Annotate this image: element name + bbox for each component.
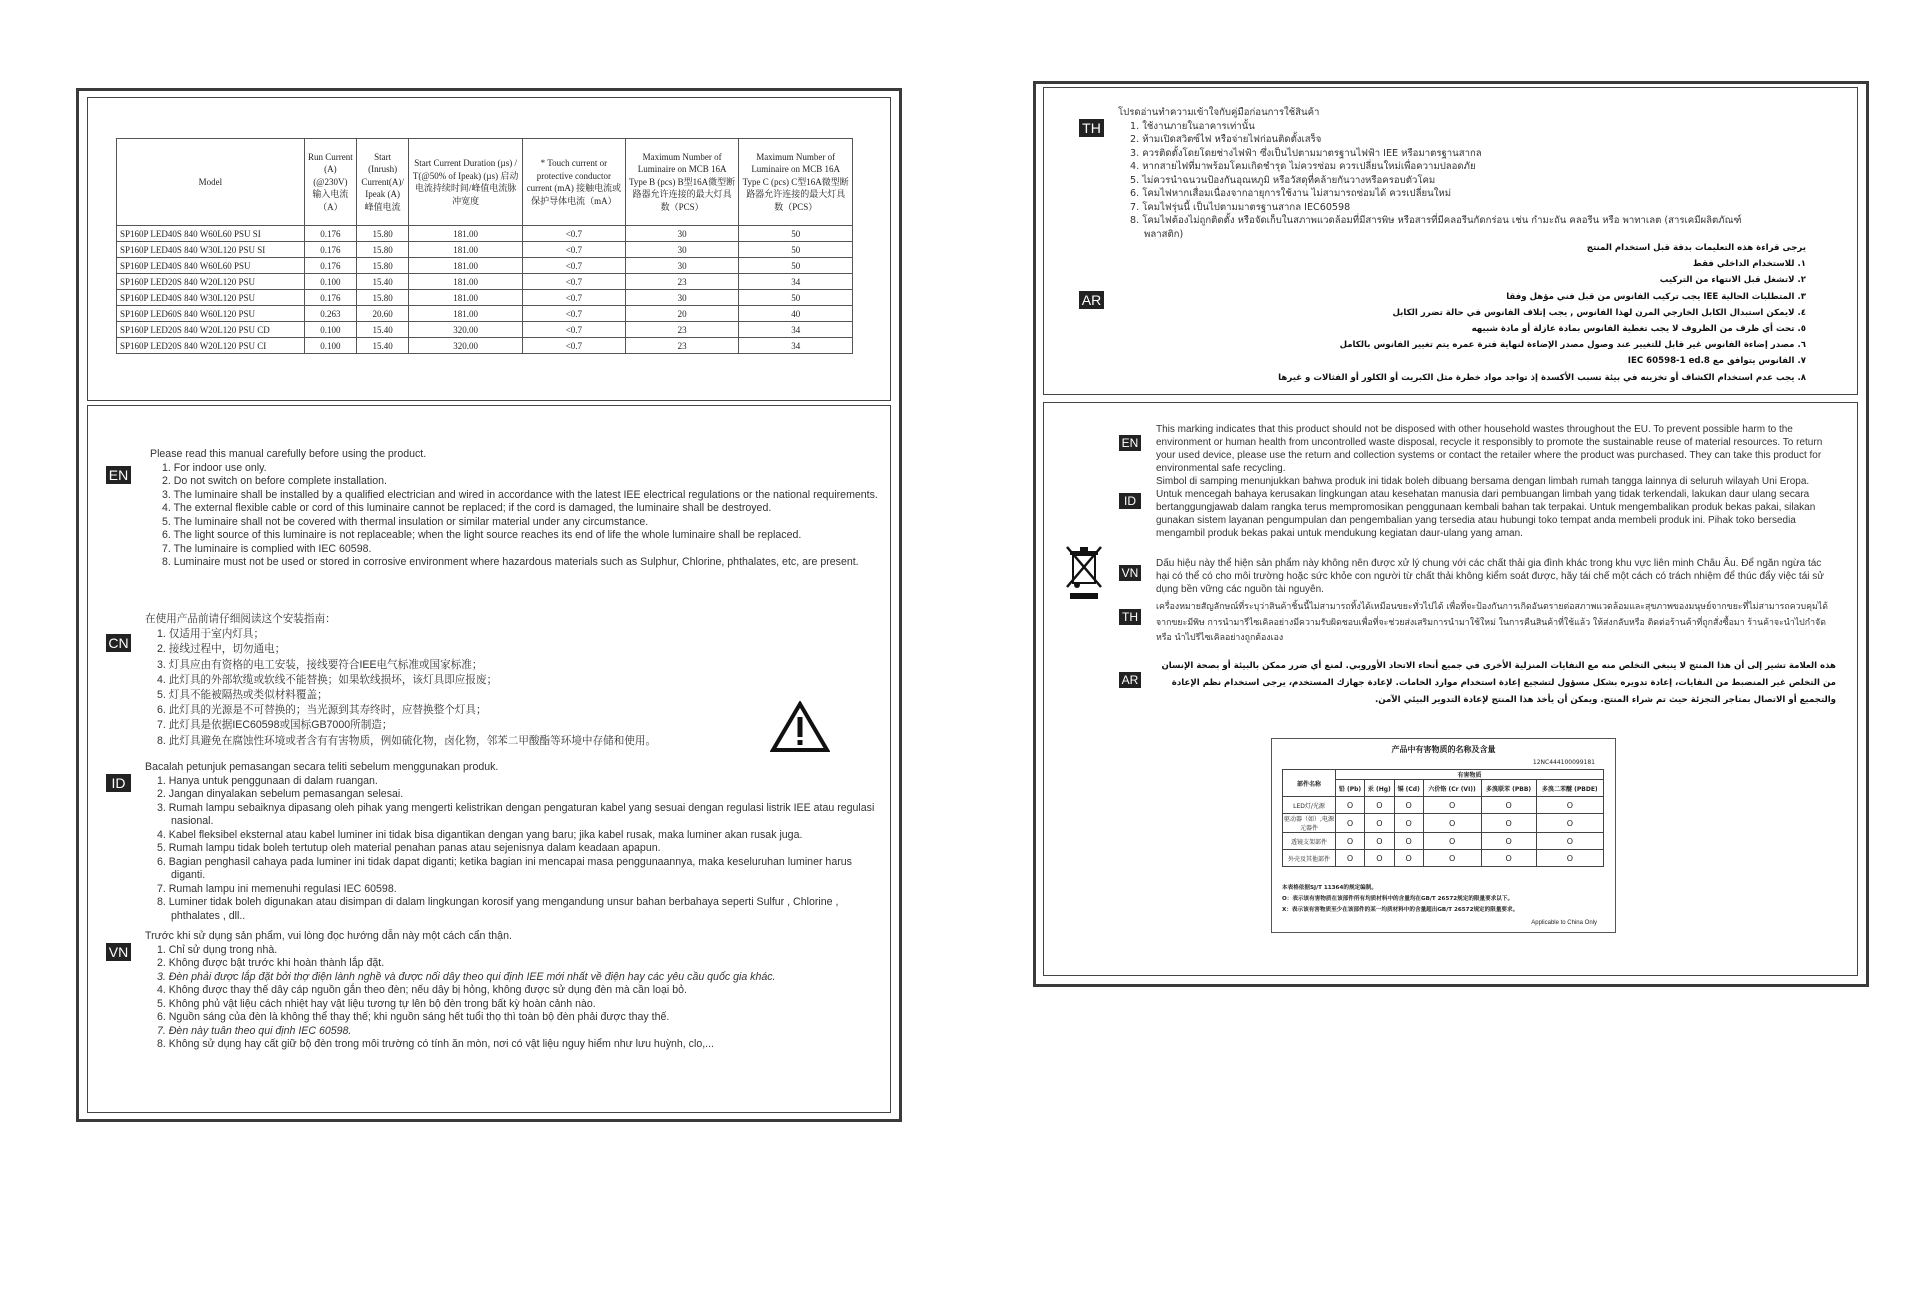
lang-badge-cn: CN (106, 634, 131, 652)
spec-cell-model: SP160P LED40S 840 W60L60 PSU (117, 258, 305, 274)
spec-cell: 0.176 (304, 290, 356, 306)
instruction-line: 5. 灯具不能被隔热或类似材料覆盖； (157, 689, 328, 702)
spec-cell: 23 (625, 274, 739, 290)
spec-cell: <0.7 (522, 322, 625, 338)
vn-instructions (145, 930, 885, 1052)
spec-header-0: Model (117, 139, 305, 226)
instruction-line: 1. Hanya untuk penggunaan di dalam ruangan. (157, 774, 378, 787)
warning-triangle-icon (770, 701, 830, 753)
spec-cell: 15.80 (356, 226, 409, 242)
hazard-col-part: 部件名称 (1283, 770, 1336, 797)
instruction-line: 8. โคมไฟต้องไม่ถูกติดตั้ง หรือจัดเก็บในสภาพแวดล้อมที่มีสารพิษ หรือสารที่มีคลอรีนกัดกร่อน เช่น กำมะถัน คลอรีน หรือ พาทาเลต (สารเคมีผลิตภัณฑ์พลาสติก) (1130, 215, 1742, 240)
spec-cell: 0.263 (304, 306, 356, 322)
spec-cell: 20.60 (356, 306, 409, 322)
spec-cell: 30 (625, 226, 739, 242)
spec-cell: 15.80 (356, 290, 409, 306)
spec-cell: 181.00 (409, 306, 523, 322)
th-instructions (1118, 106, 1758, 241)
spec-header-4: * Touch current or protective conductor current (mA) 接触电流或保护导体电流（mA） (522, 139, 625, 226)
hazard-note-2: O：表示该有害物质在该部件所有均质材料中的含量均在GB/T 26572规定的限量要求以下。 (1282, 896, 1514, 902)
weee-en-text: This marking indicates that this product should not be disposed with other household wastes throughout the EU. To prevent possible harm to the environment or human health from uncontrolled waste disposal, recycle it responsibly to promote the sustainable reuse of material resources. To return your used device, please use the return and collection systems or contact the retailer where the product was purchased. They can take this product for environmental safe recycling. (1156, 424, 1823, 474)
instruction-line: 6. 此灯具的光源是不可替换的；当光源到其寿终时，应替换整个灯具； (157, 704, 487, 717)
spec-cell: 181.00 (409, 242, 523, 258)
instruction-line: 在使用产品前请仔细阅读这个安装指南： (145, 613, 336, 625)
spec-cell-model: SP160P LED40S 840 W60L60 PSU SI (117, 226, 305, 242)
spec-row (117, 258, 853, 274)
instruction-line: Trước khi sử dụng sản phẩm, vui lòng đọc hướng dẫn này một cách cẩn thận. (145, 930, 512, 942)
spec-cell: 0.176 (304, 242, 356, 258)
spec-cell: 34 (739, 322, 853, 338)
spec-cell: 320.00 (409, 322, 523, 338)
instruction-line: ٥. تحت أي ظرف من الظروف لا يجب تغطية الفانوس بمادة عازلة أو مادة شبيهه (1471, 324, 1806, 335)
hazard-row (1283, 850, 1604, 867)
hazard-table-box (1271, 738, 1616, 933)
hazard-cell: O (1394, 814, 1423, 833)
instruction-line: 7. โคมไฟรุ่นนี้ เป็นไปตามมาตรฐานสากล IEC60598 (1130, 201, 1351, 213)
hazard-cell: O (1423, 797, 1481, 814)
spec-cell: 181.00 (409, 258, 523, 274)
hazard-cell: O (1481, 850, 1536, 867)
instruction-line: 3. ควรติดตั้งโดยโดยช่างไฟฟ้า ซึ่งเป็นไปตามมาตรฐานไฟฟ้า IEE หรือมาตรฐานสากล (1130, 147, 1482, 159)
instruction-line: 4. Không được thay thế dây cáp nguồn gắn theo đèn; nếu dây bị hỏng, không được sử dụng đèn mà cần loại bỏ. (157, 984, 687, 996)
lang-badge-en-weee: EN (1119, 435, 1141, 451)
hazard-cell: O (1536, 833, 1603, 850)
en-instructions (150, 448, 885, 570)
spec-cell-model: SP160P LED20S 840 W20L120 PSU CD (117, 322, 305, 338)
instruction-line: 2. 接线过程中，切勿通电； (157, 643, 286, 656)
instruction-line: 5. Không phủ vật liệu cách nhiệt hay vật liệu tương tự lên bộ đèn trong bất kỳ hoàn cảnh nào. (157, 997, 596, 1010)
hazard-col-2: 镉 (Cd) (1394, 780, 1423, 797)
spec-cell: 181.00 (409, 226, 523, 242)
instruction-line: โปรดอ่านทำความเข้าใจกับคู่มือก่อนการใช้สินค้า (1118, 107, 1320, 118)
spec-cell: <0.7 (522, 274, 625, 290)
instruction-line: ٤. لايمكن استبدال الكابل الخارجي المرن لهذا الفانوس , يجب إتلاف الفانوس في حالة تضرر الكابل (1392, 307, 1806, 318)
spec-cell: 34 (739, 338, 853, 354)
spec-cell: <0.7 (522, 338, 625, 354)
instruction-line: 5. ไม่ควรนำฉนวนป้องกันอุณหภูมิ หรือวัสดุที่คล้ายกันวางหรือครอบตัวโคม (1130, 174, 1436, 186)
instruction-line: ٣. المتطلبات الحالية IEE يجب تركيب الفانوس من قبل فني مؤهل وفقا (1506, 291, 1806, 302)
id-instructions (145, 761, 885, 923)
instruction-line: 3. Rumah lampu sebaiknya dipasang oleh pihak yang mengerti kelistrikan dengan pengaturan kabel yang sesuai dengan regulasi listrik IEE atau regulasi nasional. (157, 801, 875, 827)
hazard-col-group: 有害物质 (1336, 770, 1604, 780)
spec-cell: 30 (625, 242, 739, 258)
hazard-part-name: 外壳及其他部件 (1283, 850, 1336, 867)
hazard-note-1: 本表格依据SJ/T 11364的规定编制。 (1282, 885, 1377, 891)
spec-cell-model: SP160P LED20S 840 W20L120 PSU CI (117, 338, 305, 354)
spec-cell: 15.80 (356, 258, 409, 274)
spec-cell: 30 (625, 290, 739, 306)
hazard-cell: O (1365, 797, 1395, 814)
spec-cell: <0.7 (522, 290, 625, 306)
instruction-line: Bacalah petunjuk pemasangan secara teliti sebelum menggunakan produk. (145, 761, 499, 773)
hazard-cell: O (1336, 814, 1365, 833)
weee-vn-text: Dấu hiệu này thể hiện sản phẩm này không nên được xử lý chung với các chất thải gia đình khác trong khu vực liên minh Châu Âu. Để ngăn ngừa tác hại có thể có cho môi trường hoặc sức khỏe con người từ chất thải không kiểm soát được, hãy tái chế một cách có trách nhiệm để thúc đẩy việc tái sử dụng bền vững các nguồn tài nguyên. (1156, 558, 1824, 595)
spec-row (117, 322, 853, 338)
hazard-part-name: 透镜支架部件 (1283, 833, 1336, 850)
th-ar-panel (1043, 87, 1858, 395)
ar-instructions (1274, 240, 1806, 386)
spec-cell: 0.100 (304, 322, 356, 338)
instruction-line: 6. โคมไฟหากเสื่อมเนื่องจากอายุการใช้งาน ไม่สามารถซ่อมได้ ควรเปลี่ยนใหม่ (1130, 188, 1452, 199)
spec-cell: 0.176 (304, 226, 356, 242)
instruction-line: 5. The luminaire shall not be covered with thermal insulation or similar material under any circumstance. (162, 515, 649, 528)
weee-panel (1043, 402, 1858, 976)
spec-cell: 23 (625, 322, 739, 338)
instruction-line: 1. For indoor use only. (162, 461, 267, 474)
spec-cell: 0.176 (304, 258, 356, 274)
instruction-line: 1. 仅适用于室内灯具； (157, 628, 265, 641)
hazard-row (1283, 814, 1604, 833)
lang-badge-vn: VN (106, 943, 131, 961)
lang-badge-en: EN (106, 466, 131, 484)
spec-cell: 15.40 (356, 274, 409, 290)
instruction-line: 6. Nguồn sáng của đèn là không thể thay thế; khi nguồn sáng hết tuổi thọ thì toàn bộ đèn phải được thay thế. (157, 1011, 670, 1023)
spec-cell-model: SP160P LED60S 840 W60L120 PSU (117, 306, 305, 322)
spec-cell-model: SP160P LED20S 840 W20L120 PSU (117, 274, 305, 290)
instruction-line: ١. للاستخدام الداخلي فقط (1692, 259, 1806, 270)
spec-cell: <0.7 (522, 258, 625, 274)
spec-row (117, 242, 853, 258)
instruction-line: 7. 此灯具是依据IEC60598或国标GB7000所制造； (157, 719, 393, 732)
instruction-line: 7. The luminaire is complied with IEC 60598. (162, 542, 372, 555)
hazard-cell: O (1365, 814, 1395, 833)
weee-ar-text: هذه العلامة تشير إلى أن هذا المنتج لا ينبغي التخلص منه مع النفايات المنزلية الأخرى في جميع أنحاء الاتحاد الأوروبي. لمنع أي ضرر ممكن بالبيئة أو بصحة الإنسان من التخلص غير المنضبط من النفايات، إعادة تدويره بشكل مسؤول لتشجيع إعادة استخدام موارد الخامات. لإعادة جهازك المستخدم، يرجى استخدام نظم الإعادة والتجميع أو الاتصال بمتاجر التجزئة حيث تم شراء المنتج. ويمكن أن يأخذ هذا المنتج لإعادة التدوير البيئي الآمن. (1161, 661, 1836, 705)
spec-cell: 50 (739, 226, 853, 242)
spec-cell: 50 (739, 258, 853, 274)
spec-cell: 15.40 (356, 322, 409, 338)
spec-cell: <0.7 (522, 306, 625, 322)
instruction-line: 2. Jangan dinyalakan sebelum pemasangan selesai. (157, 788, 404, 800)
hazard-col-3: 六价铬 (Cr (VI)) (1423, 780, 1481, 797)
hazard-cell: O (1423, 833, 1481, 850)
instruction-line: 7. Đèn này tuân theo qui định IEC 60598. (157, 1024, 352, 1037)
hazard-cell: O (1394, 833, 1423, 850)
spec-table-header (117, 139, 853, 226)
spec-cell: 40 (739, 306, 853, 322)
hazard-note-3: X：表示该有害物质至少在该部件的某一均质材料中的含量超出GB/T 26572规定的限量要求。 (1282, 907, 1519, 913)
instruction-line: 3. Đèn phải được lắp đặt bởi thợ điện lành nghề và được nối dây theo qui định IEE mới nhất về điện hay các yêu cầu quốc gia khác. (157, 970, 776, 983)
spec-cell-model: SP160P LED40S 840 W30L120 PSU (117, 290, 305, 306)
hazard-cell: O (1365, 850, 1395, 867)
hazard-footer: Applicable to China Only (1531, 920, 1597, 926)
hazard-part-name: LED灯/光源 (1283, 797, 1336, 814)
instruction-line: ٢. لاتشغل قبل الانتهاء من التركيب (1659, 275, 1806, 286)
spec-cell: 50 (739, 290, 853, 306)
hazard-row (1283, 797, 1604, 814)
lang-badge-ar-weee: AR (1119, 672, 1141, 688)
hazard-col-5: 多溴二苯醚 (PBDE) (1536, 780, 1603, 797)
hazard-table (1282, 769, 1604, 867)
hazard-cell: O (1423, 814, 1481, 833)
instruction-line: 6. Bagian penghasil cahaya pada luminer ini tidak dapat diganti; ketika bagian ini mencapai masa penggunaannya, maka keseluruhan luminer harus diganti. (157, 855, 852, 881)
spec-cell: 320.00 (409, 338, 523, 354)
hazard-col-4: 多溴联苯 (PBB) (1481, 780, 1536, 797)
spec-cell: 23 (625, 338, 739, 354)
hazard-cell: O (1481, 814, 1536, 833)
spec-cell: 181.00 (409, 274, 523, 290)
weee-th-text: เครื่องหมายสัญลักษณ์ที่ระบุว่าสินค้าชิ้นนี้ไม่สามารถทิ้งได้เหมือนขยะทั่วไปได้ เพื่อที่จะป้องกันการเกิดอันตรายต่อสภาพแวดล้อมและสุขภาพของมนุษย์จากขยะที่ไม่สามารถควบคุมได้จากขยะมีพิษ การนำมารีไซเคิลอย่างมีความรับผิดชอบเพื่อที่จะช่วยส่งเสริมการนำมาใช้ใหม่ ในการคืนสินค้าที่ใช้แล้ว ให้ส่งกลับหรือ ติดต่อร้านค้าที่ถูกสั่งซื้อมา ร้านค้าจะนำไปกำจัด หรือ นำไปรีไซเคิลอย่างถูกต้องเอง (1156, 602, 1828, 643)
instruction-line: ٧. الفانوس يتوافق مع IEC 60598-1 ed.8 (1627, 356, 1806, 367)
instruction-line: 3. 灯具应由有资格的电工安装，接线要符合IEE电气标准或国家标准； (157, 658, 483, 671)
hazard-cell: O (1481, 833, 1536, 850)
lang-badge-vn-weee: VN (1119, 565, 1141, 581)
instruction-line: يرجى قراءة هذه التعليمات بدقة قبل استخدام المنتج (1586, 243, 1806, 253)
spec-row (117, 338, 853, 354)
hazard-cell: O (1394, 850, 1423, 867)
instruction-line: 4. Kabel fleksibel eksternal atau kabel luminer ini tidak bisa digantikan dengan yang baru; jika kabel rusak, maka luminer akan rusak juga. (157, 828, 803, 841)
hazard-cell: O (1536, 814, 1603, 833)
instruction-line: ٦. مصدر إضاءة الفانوس غير قابل للتغيير عند وصول مصدر الإضاءة لنهاية فترة عمره يتم تغيير الفانوس بالكامل (1339, 340, 1806, 351)
spec-cell: 50 (739, 242, 853, 258)
lang-badge-th-weee: TH (1119, 609, 1141, 625)
hazard-table-title: 产品中有害物质的名称及含量 (1391, 745, 1496, 754)
spec-cell: 0.100 (304, 338, 356, 354)
spec-row (117, 226, 853, 242)
instructions-panel (87, 405, 891, 1113)
spec-row (117, 290, 853, 306)
spec-table (116, 138, 853, 354)
instruction-line: 2. Do not switch on before complete installation. (162, 475, 387, 487)
spec-panel (87, 97, 891, 401)
instruction-line: 1. Chỉ sử dụng trong nhà. (157, 943, 278, 956)
spec-cell-model: SP160P LED40S 840 W30L120 PSU SI (117, 242, 305, 258)
instruction-line: 8. Luminaire must not be used or stored in corrosive environment where hazardous materials such as Sulphur, Chlorine, phthalates, etc, are present. (162, 556, 859, 568)
hazard-cell: O (1394, 797, 1423, 814)
crossed-out-wheelie-bin-icon (1064, 543, 1104, 601)
cn-instructions (145, 612, 745, 749)
spec-cell: <0.7 (522, 226, 625, 242)
instruction-line: ٨. يجب عدم استخدام الكشاف أو تخزينه في بيئة تسبب الأكسدة إذ تواجد مواد خطرة مثل الكبريت أو الكلور أو الفثالات و غيرها (1278, 372, 1806, 383)
instruction-line: 7. Rumah lampu ini memenuhi regulasi IEC 60598. (157, 882, 397, 895)
spec-cell: 34 (739, 274, 853, 290)
spec-header-1: Run Current (A) (@230V) 输入电流（A） (304, 139, 356, 226)
instruction-line: 3. The luminaire shall be installed by a qualified electrician and wired in accordance with the latest IEE electrical regulations or the national requirements. (162, 488, 878, 501)
spec-header-6: Maximum Number of Luminaire on MCB 16A Type C (pcs) C型16A微型断路器允许连接的最大灯具数（PCS） (739, 139, 853, 226)
instruction-line: 2. Không được bật trước khi hoàn thành lắp đặt. (157, 957, 385, 969)
lang-badge-id-weee: ID (1119, 493, 1141, 509)
spec-cell: <0.7 (522, 242, 625, 258)
spec-header-5: Maximum Number of Luminaire on MCB 16A Type B (pcs) B型16A微型断路器允许连接的最大灯具数（PCS） (625, 139, 739, 226)
spec-row (117, 274, 853, 290)
instruction-line: 1. ใช้งานภายในอาคารเท่านั้น (1130, 120, 1255, 132)
hazard-row (1283, 833, 1604, 850)
instruction-line: 4. หากสายไฟที่มาพร้อมโคมเกิดชำรุด ไม่ควรซ่อม ควรเปลี่ยนใหม่เพื่อความปลอดภัย (1130, 161, 1476, 172)
spec-cell: 0.100 (304, 274, 356, 290)
spec-cell: 181.00 (409, 290, 523, 306)
lang-badge-ar: AR (1079, 291, 1104, 309)
hazard-col-0: 铅 (Pb) (1336, 780, 1365, 797)
hazard-cell: O (1336, 833, 1365, 850)
spec-cell: 30 (625, 258, 739, 274)
spec-cell: 15.80 (356, 242, 409, 258)
instruction-line: 4. The external flexible cable or cord of this luminaire cannot be replaced; if the cord is damaged, the luminaire shall be destroyed. (162, 502, 772, 514)
hazard-cell: O (1481, 797, 1536, 814)
spec-header-3: Start Current Duration (µs) / T(@50% of Ipeak) (µs) 启动电流持续时间/峰值电流脉冲宽度 (409, 139, 523, 226)
lang-badge-th: TH (1079, 119, 1104, 137)
spec-cell: 20 (625, 306, 739, 322)
spec-row (117, 306, 853, 322)
instruction-line: 8. Không sử dụng hay cất giữ bộ đèn trong môi trường có tính ăn mòn, nơi có vật liệu nguy hiểm như lưu huỳnh, clo,... (157, 1038, 714, 1050)
hazard-cell: O (1365, 833, 1395, 850)
hazard-part-name: 驱动器（如）,电源元器件 (1283, 814, 1336, 833)
instruction-line: Please read this manual carefully before using the product. (150, 448, 427, 460)
spec-header-2: Start (Inrush) Current(A)/ Ipeak (A) 峰值电流 (356, 139, 409, 226)
hazard-cell: O (1536, 797, 1603, 814)
instruction-line: 2. ห้ามเปิดสวิตซ์ไฟ หรือจ่ายไฟก่อนติดตั้งเสร็จ (1130, 134, 1322, 145)
instruction-line: 8. Luminer tidak boleh digunakan atau disimpan di dalam lingkungan korosif yang mengandung unsur bahan berbahaya seperti Sulfur , Chlorine , phthalates , dll.. (157, 896, 839, 922)
hazard-table-code: 12NC444100099181 (1532, 759, 1595, 766)
instruction-line: 5. Rumah lampu tidak boleh tertutup oleh material penahan panas atau sejenisnya dalam keadaan apapun. (157, 842, 661, 854)
weee-id-text: Simbol di samping menunjukkan bahwa produk ini tidak boleh dibuang bersama dengan limbah rumah tangga lainnya di seluruh wilayah Uni Eropa. Untuk mencegah bahaya kerusakan lingkungan atau kesehatan manusia dari pembuangan limbah yang tidak terkendali, lakukan daur ulang secara bertanggungjawab dalam rangka terus mempromosikan penggunaan kembali bahan tak terpakai. Untuk mengembalikan produk bekas pakai, silakan gunakan sistem layanan pengumpulan dan pengembalian yang tersedia atau hubungi toko tempat anda membeli produk ini. Pihak toko bersedia mengambil produk bekas pakai untuk mendukung kegiatan daur-ulang yang aman. (1156, 476, 1816, 539)
hazard-cell: O (1536, 850, 1603, 867)
spec-cell: 15.40 (356, 338, 409, 354)
hazard-cell: O (1336, 797, 1365, 814)
hazard-col-1: 汞 (Hg) (1365, 780, 1395, 797)
instruction-line: 8. 此灯具避免在腐蚀性环境或者含有有害物质，例如硫化物，卤化物，邻苯二甲酸酯等环境中存储和使用。 (157, 734, 657, 747)
hazard-cell: O (1423, 850, 1481, 867)
instruction-line: 4. 此灯具的外部软缆或软线不能替换；如果软线损坏，该灯具即应报废； (157, 673, 498, 686)
lang-badge-id: ID (106, 774, 131, 792)
hazard-cell: O (1336, 850, 1365, 867)
instruction-line: 6. The light source of this luminaire is not replaceable; when the light source reaches its end of life the whole luminaire shall be replaced. (162, 529, 802, 541)
